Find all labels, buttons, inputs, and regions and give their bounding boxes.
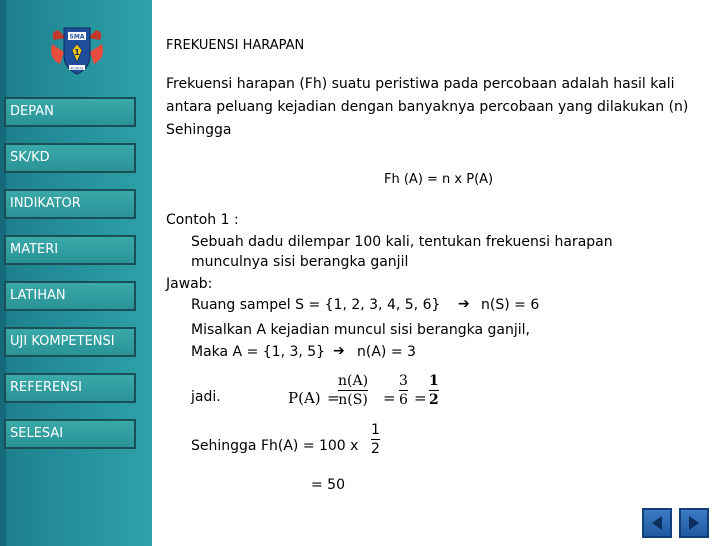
equals-sign: = <box>383 389 396 407</box>
jadi-text: jadi. <box>191 389 221 405</box>
result-line: Sehingga Fh(A) = 100 x <box>191 438 359 454</box>
prob-fraction-3 <box>429 373 439 408</box>
arrow-left-icon <box>644 510 670 536</box>
sidebar-item-label: DEPAN <box>10 104 54 119</box>
sample-space-text: Ruang sampel S = {1, 2, 3, 4, 5, 6} <box>191 297 441 313</box>
next-button[interactable] <box>679 508 709 538</box>
prob-num-3: 1 <box>429 373 439 389</box>
prob-fraction-1 <box>338 373 368 408</box>
result-num: 1 <box>371 422 380 438</box>
prev-button[interactable] <box>642 508 672 538</box>
sidebar-item-label: REFERENSI <box>10 380 82 395</box>
sidebar-item-label: MATERI <box>10 242 59 257</box>
final-result: = 50 <box>311 477 345 493</box>
result-fraction <box>371 422 380 457</box>
event-desc-text: Misalkan A kejadian muncul sisi berangka ganjil, <box>191 322 530 338</box>
equals-sign: = <box>327 389 340 407</box>
answer-label: Jawab: <box>166 276 213 292</box>
definition-line-1: Frekuensi harapan (Fh) suatu peristiwa pada percobaan adalah hasil kali <box>166 76 675 92</box>
prob-den-3: 2 <box>429 392 439 408</box>
logo-bottom-text: KUDUS <box>70 66 84 71</box>
sidebar-item-label: SK/KD <box>10 150 50 165</box>
event-set-text: Maka A = {1, 3, 5} <box>191 344 326 360</box>
formula-text: Fh (A) = n x P(A) <box>384 172 494 187</box>
prob-fraction-2 <box>399 373 408 408</box>
logo-number: 1 <box>74 48 80 57</box>
arrow-right-icon: ➔ <box>333 343 345 359</box>
arrow-right-icon <box>681 510 707 536</box>
sample-count-text: n(S) = 6 <box>481 297 540 313</box>
prob-den-2: 6 <box>399 392 408 408</box>
example-line-2: munculnya sisi berangka ganjil <box>191 254 409 270</box>
event-count-text: n(A) = 3 <box>357 344 416 360</box>
definition-line-2: antara peluang kejadian dengan banyaknya percobaan yang dilakukan (n) <box>166 99 689 115</box>
example-title: Contoh 1 : <box>166 212 239 228</box>
definition-line-3: Sehingga <box>166 122 232 138</box>
sidebar-item-label: SELESAI <box>10 426 64 441</box>
prob-num-1: n(A) <box>338 373 369 389</box>
result-den: 2 <box>371 441 380 457</box>
sidebar-item-label: INDIKATOR <box>10 196 81 211</box>
example-line-1: Sebuah dadu dilempar 100 kali, tentukan frekuensi harapan <box>191 234 613 250</box>
arrow-right-icon: ➔ <box>458 296 470 312</box>
sidebar-item-label: UJI KOMPETENSI <box>10 334 115 349</box>
prob-lhs: P(A) <box>288 389 321 407</box>
equals-sign: = <box>414 389 427 407</box>
prob-num-2: 3 <box>399 373 408 389</box>
page-title: FREKUENSI HARAPAN <box>166 38 305 53</box>
sidebar-item-label: LATIHAN <box>10 288 66 303</box>
logo-top-text: SMA <box>69 33 85 41</box>
prob-den-1: n(S) <box>338 392 368 408</box>
